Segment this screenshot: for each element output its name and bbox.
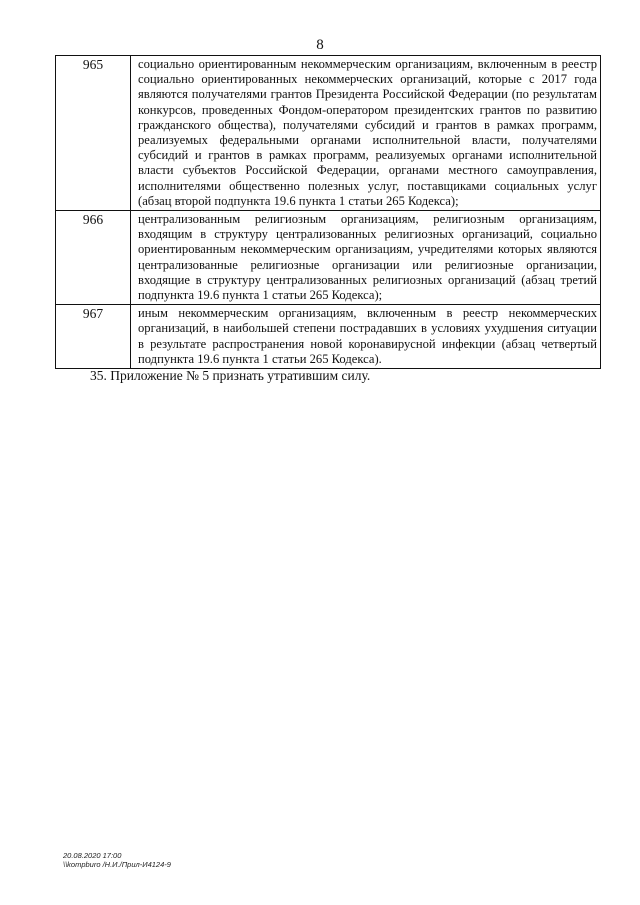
income-codes-table bbox=[55, 55, 601, 369]
row-code-cell: 966 bbox=[56, 211, 131, 305]
table-row bbox=[56, 56, 601, 211]
footer-file-path: \\kompburo /Н.И./Прил-И4124-9 bbox=[63, 860, 171, 869]
row-text-cell: иным некоммерческим организациям, включенным в реестр некоммерческих организаций, в наибольшей степени пострадавших в условиях ухудшения ситуации в результате распространения новой коронавирусной инфекции (абзац четвертый подпункта 19.6 пункта 1 статьи 265 Кодекса). bbox=[131, 305, 601, 369]
row-code-cell: 965 bbox=[56, 56, 131, 211]
row-text-cell: социально ориентированным некоммерческим организациям, включенным в реестр социально ориентированных некоммерческих организаций, которые с 2017 года являются получателями грантов Президента Российской Федерации (по результатам конкурсов, проведенных Фондом-оператором президентских грантов по развитию гражданского общества), получателями субсидий и грантов в рамках программ, реализуемых федеральными органами исполнительной власти, получателями субсидий и грантов в рамках программ, реализуемых органами исполнительной власти субъектов Российской Федерации, органами местного самоуправления, исполнителями общественно полезных услуг, поставщиками социальных услуг (абзац второй подпункта 19.6 пункта 1 статьи 265 Кодекса); bbox=[131, 56, 601, 211]
table-row bbox=[56, 305, 601, 369]
page-number: 8 bbox=[316, 37, 324, 53]
table-row bbox=[56, 211, 601, 305]
footer-timestamp: 20.08.2020 17:00 bbox=[63, 851, 122, 860]
row-text-cell: централизованным религиозным организациям, религиозным организациям, входящим в структуру централизованных религиозных организаций, социально ориентированным некоммерческим организациям, учредителями которых являются централизованные религиозные организации или религиозные организации, входящие в структуру централизованных религиозных организаций (абзац третий подпункта 19.6 пункта 1 статьи 265 Кодекса); bbox=[131, 211, 601, 305]
paragraph-35: 35. Приложение № 5 признать утратившим силу. bbox=[90, 368, 371, 383]
document-footer bbox=[63, 851, 171, 869]
row-code-cell: 967 bbox=[56, 305, 131, 369]
